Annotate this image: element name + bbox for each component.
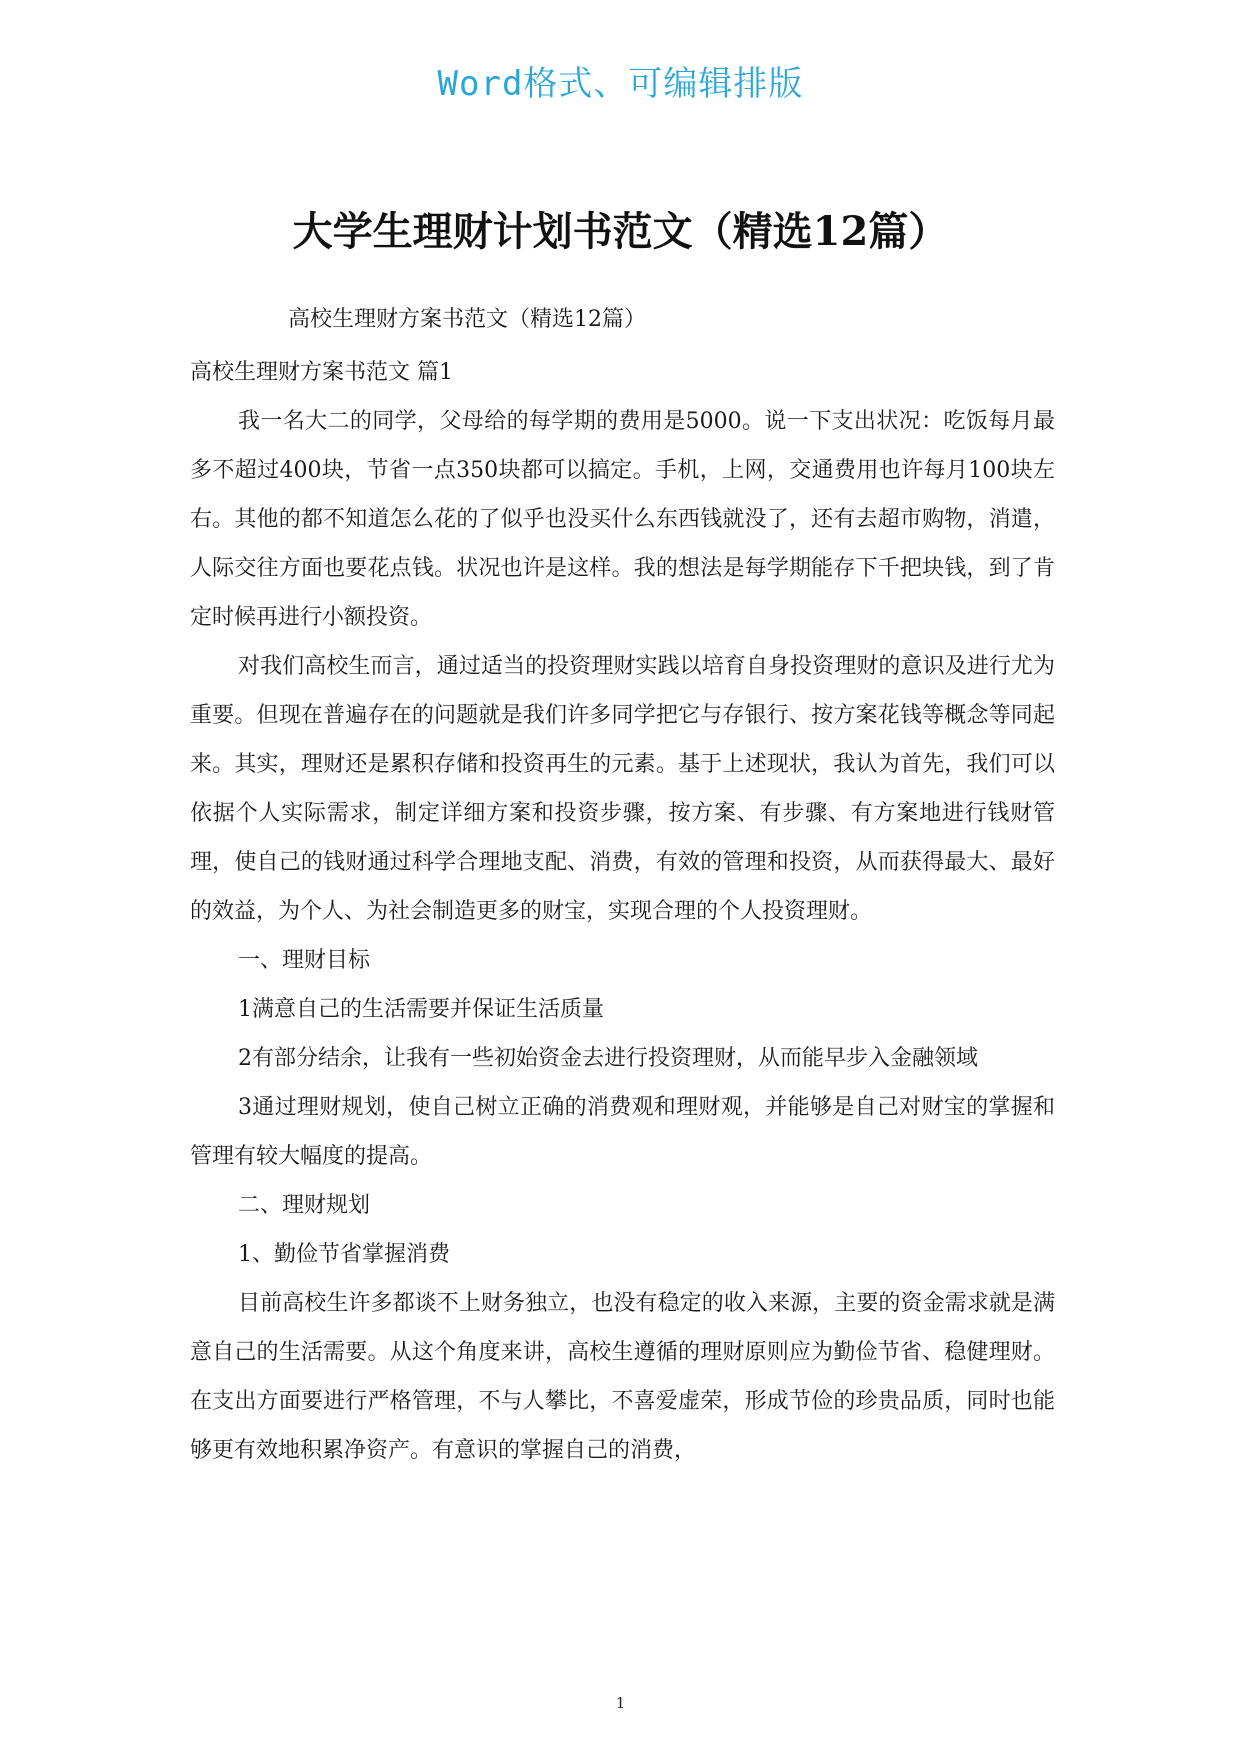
heading-planning: 二、理财规划 — [238, 1193, 371, 1218]
paragraph: 我一名大二的同学，父母给的每学期的费用是5000。说一下支出状况：吃饭每月最多不超过400块，节省一点350块都可以搞定。手机，上网，交通费用也许每月100块左右。其他的都不知道怎么花的了似乎也没买什么东西钱就没了，还有去超市购物，消遣，人际交往方面也要花点钱。状况也许是这样。我的想法是每学期能存下千把块钱，到了肯定时候再进行小额投资。 — [190, 409, 1055, 630]
paragraph: 目前高校生许多都谈不上财务独立，也没有稳定的收入来源，主要的资金需求就是满意自己的生活需要。从这个角度来讲，高校生遵循的理财原则应为勤俭节省、稳健理财。在支出方面要进行严格管理，不与人攀比，不喜爱虚荣，形成节俭的珍贵品质，同时也能够更有效地积累净资产。有意识的掌握自己的消费， — [190, 1291, 1055, 1463]
subheading: 1、勤俭节省掌握消费 — [238, 1242, 450, 1267]
page-number: 1 — [615, 1694, 626, 1712]
heading-goals: 一、理财目标 — [238, 948, 371, 973]
goal-item: 1满意自己的生活需要并保证生活质量 — [238, 997, 604, 1022]
document-title: 大学生理财计划书范文（精选12篇） — [292, 208, 949, 255]
goal-item: 2有部分结余，让我有一些初始资金去进行投资理财，从而能早步入金融领域 — [238, 1046, 978, 1071]
document-banner: Word格式、可编辑排版 — [437, 64, 804, 104]
paragraph: 对我们高校生而言，通过适当的投资理财实践以培育自身投资理财的意识及进行尤为重要。但现在普遍存在的问题就是我们许多同学把它与存银行、按方案花钱等概念等同起来。其实，理财还是累积存储和投资再生的元素。基于上述现状，我认为首先，我们可以依据个人实际需求，制定详细方案和投资步骤，按方案、有步骤、有方案地进行钱财管理，使自己的钱财通过科学合理地支配、消费，有效的管理和投资，从而获得最大、最好的效益，为个人、为社会制造更多的财宝，实现合理的个人投资理财。 — [190, 654, 1055, 924]
section-heading: 高校生理财方案书范文 篇1 — [190, 360, 453, 385]
document-body — [190, 348, 1055, 1475]
document-subtitle: 高校生理财方案书范文（精选12篇） — [288, 307, 646, 332]
goal-item: 3通过理财规划，使自己树立正确的消费观和理财观，并能够是自己对财宝的掌握和管理有较大幅度的提高。 — [190, 1095, 1055, 1169]
